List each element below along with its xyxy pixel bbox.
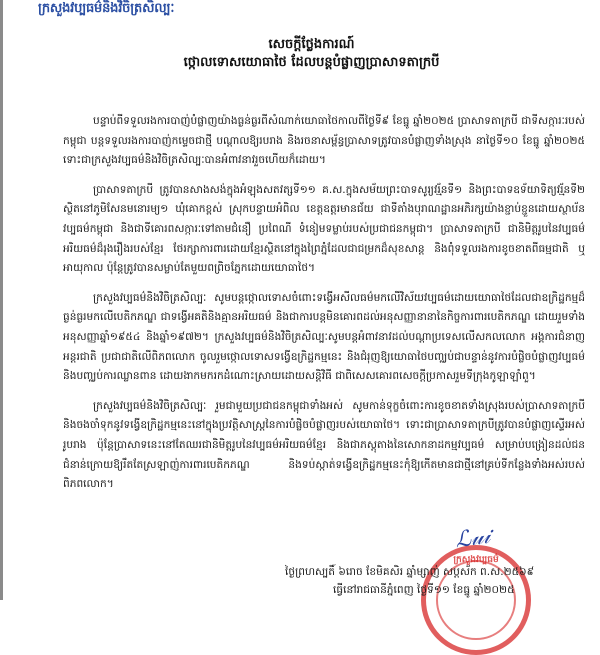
paragraph-4: ក្រសួងវប្បធម៌និងវិចិត្រសិល្បៈ រួមជាមួយប្រជាជនកម្ពុជាទាំងអស់ សូមកាន់ទុក្ខចំពោះការខូចខាតទាំងស្រុងរបស់ប្រាសាទតាក្របី និងចងចាំទុកនូវទង្វើឧក្រិដ្ឋកម្មនេះនៅក្នុងប្រវត្តិសាស្ត្រនៃការបំផ្លិចបំផ្លាញរបស់យោធាថៃ។ ទោះជាប្រាសាទតាក្របីត្រូវបានបំផ្លាញស្ទើរអស់រូបរាង ប៉ុន្តែប្រាសាទនេះនៅតែឈរជានិមិត្តរូបនៃវប្បធម៌អរិយធម៌ខ្មែរ និងជាភស្តុតាងនៃសោកនាដកម្មវប្បធម៌ សម្រាប់បង្រៀនដល់ជនជំនាន់ក្រោយឱ្យរឹតតែស្រឡាញ់ការពារបេតិកភណ្ឌ និងទប់ស្កាត់ទង្វើឧក្រិដ្ឋកម្មនេះកុំឱ្យកើតមានជាថ្មីនៅគ្រប់ទីកន្លែងទាំងអស់របស់ពិភពលោក។	[63, 399, 585, 491]
lunar-date: ថ្ងៃព្រហស្បតិ៍ ៦រោច ខែមិគសិរ ឆ្នាំម្សាញ់ សប្តស័ក ព.ស.២៥៦៩	[285, 566, 535, 578]
paragraph-1: បន្ទាប់ពីទទួលរងការបាញ់បំផ្លាញយ៉ាងធ្ងន់ធ្ងរពីសំណាក់យោធាថៃកាលពីថ្ងៃទី៩ ខែធ្នូ ឆ្នាំ២០២៥ ប្រាសាទតាក្របី ជាទីសក្ការៈរបស់កម្ពុជា បន្តទទួលរងការបាញ់កម្ទេចជាថ្មី បណ្តាលឱ្យរបរាង និងរចនាសម្ព័ន្ធប្រាសាទត្រូវបានបំផ្លាញទាំងស្រុង នាថ្ងៃទី១០ ខែធ្នូ ឆ្នាំ២០២៥ ទោះជាក្រសួងវប្បធម៌និងវិចិត្រសិល្បៈបានអំពាវនាវរួចហើយក៏ដោយ។	[63, 115, 585, 167]
solar-date: ធ្វើនៅរាជធានីភ្នំពេញ ថ្ងៃទី១១ ខែធ្នូ ឆ្នាំ២០២៥	[333, 584, 515, 596]
paragraph-3: ក្រសួងវប្បធម៌និងវិចិត្រសិល្បៈ សូមបន្តថ្កោលទោសចំពោះទង្វើអសីលធម៌មកលើវិស័យវប្បធម៌ដោយយោធាថៃដែលជាឧក្រិដ្ឋកម្មដ៏ធ្ងន់ធ្ងរមកលើបេតិកភណ្ឌ ជាទង្វើអគតិនិងគ្មានអរិយធម៌ និងជាការបន្តមិនគោរពដល់អនុសញ្ញានានានៃកិច្ចការពារបេតិកភណ្ឌ ដោយរួមទាំងអនុសញ្ញាឆ្នាំ១៩៥៤ និងឆ្នាំ១៩៧២។ ក្រសួងវប្បធម៌និងវិចិត្រសិល្បៈសូមបន្តអំពាវនាវដល់បណ្តាប្រទេសលើសកលលោក អង្គការជំនាញអន្តរជាតិ ប្រជាជាតិលើពិភពលោក ចូលរួមថ្កោលទោសទង្វើឧក្រិដ្ឋកម្មនេះ និងជំរុញឱ្យយោធាថៃបញ្ឈប់ជាបន្ទាន់នូវការបំផ្លិចបំផ្លាញវប្បធម៌ និងបញ្ឈប់ការឈ្លានពាន ដោយងាកមករកដំណោះស្រាយដោយសន្តិវិធី ជាពិសេសគោរពសេចក្តីប្រកាសរួមទីក្រុងកូឡាឡាំពួ។	[63, 291, 585, 383]
document-title: សេចក្តីថ្លែងការណ៍	[268, 37, 355, 52]
seal-text: ក្រសួងវប្បធម៌	[453, 555, 499, 565]
ministry-header: ក្រសួងវប្បធម៌និងវិចិត្រសិល្បៈ	[38, 1, 175, 16]
official-seal-icon	[421, 545, 531, 655]
document-body	[63, 112, 585, 505]
paragraph-2: ប្រាសាទតាក្របី ត្រូវបានសាងសង់ក្នុងអំឡុងសតវត្សទី១១ គ.ស.ក្នុងសម័យព្រះបាទសូរ្យវរ្ម័នទី១ និងព្រះបាទឧទ័យាទិត្យវរ្ម័នទី២ ស្ថិតនៅភូមិសែនមនោរម្យ១ ឃុំគោកខ្ពស់ ស្រុកបន្ទាយអំពិល ខេត្តឧត្តរមានជ័យ ជាទីតាំងបុរាណដ្ឋានអភិរក្សយ៉ាងខ្ជាប់ខ្ជួនដោយស្ថាប័នវប្បធម៌កម្ពុជា និងជាទីគោរពសក្ការៈទៅតាមជំនឿ ប្រពៃណី ទំនៀមទម្លាប់របស់ប្រជាជនកម្ពុជា។ ប្រាសាទតាក្របី ជានិមិត្តរូបនៃវប្បធម៌អរិយធម៌ដ៏រុងរឿងរបស់ខ្មែរ ថែរក្សាការពារដោយខ្មែរស្ថិតនៅក្នុងព្រៃភ្នំដែលជាជម្រកដ៏សុខសាន្ត និងពុំទទួលរងការខូចខាតពីធម្មជាតិ ឬអាយុកាល ប៉ុន្តែត្រូវបានសម្លាប់តែមួយពព្រិចភ្នែកដោយយោធាថៃ។	[63, 183, 585, 275]
document-subtitle: ថ្កោលទោសយោធាថៃ ដែលបន្តបំផ្លាញប្រាសាទតាក្របី	[183, 55, 440, 70]
signature-icon: ℒ𝓊𝒾	[453, 523, 492, 554]
